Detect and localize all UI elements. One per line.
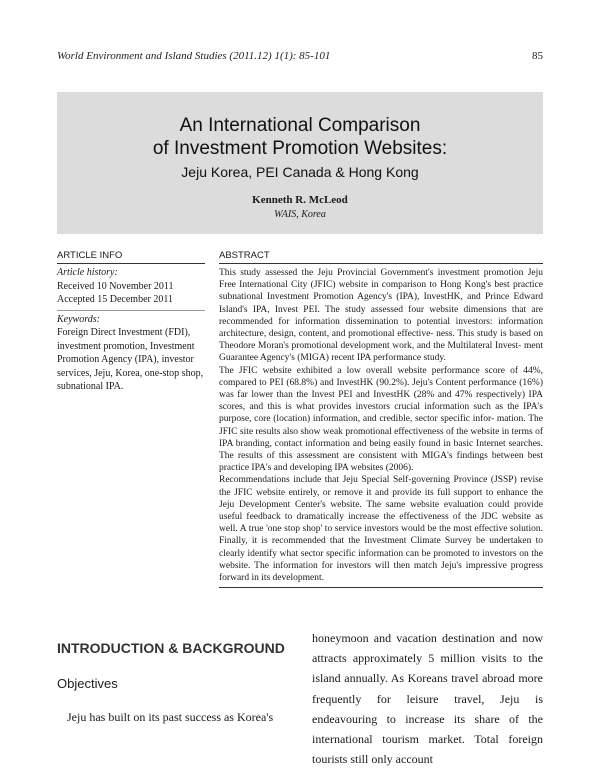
abstract-body	[219, 264, 543, 588]
keywords-label: Keywords:	[57, 313, 100, 325]
running-header	[57, 50, 543, 62]
article-history	[57, 264, 205, 311]
body-text-right-column: honeymoon and vacation destination and now attracts approximately 5 million visits to the island annually. As Koreans travel abroad more frequently for leisure travel, Jeju is endeavouring to increase its share of the international tourism market. Total foreign tourists still only account	[312, 631, 543, 767]
abstract-paragraph-2: The JFIC website exhibited a low overall website performance score of 44%, compared to PEI (68.8%) and InvestHK (90.2%). Jeju's Content performance (16%) was far lower than the Invest PEI and InvestHK (28% and 47% respectively) IPA scores, and this is what provides investors crucial information such as the IPA's purpose, core (location) information, and credible, sector specific infor- mation. The JFIC site results also show weak promotional effectiveness of the website in terms of IPA branding, contact information and being easily found in basic Internet searches. The results of this assessment are consistent with MIGA's findings between best practice IPA's and developing IPA websites (2006).	[219, 365, 543, 474]
abstract-paragraph-1: This study assessed the Jeju Provincial Government's investment promotion Jeju Free International City (JFIC) website in comparison to Hong Kong's best practice subnational Investment Promotion Agency's (IPA), InvestHK, and Prince Edward Island's IPA, Invest PEI. The study assessed four website dimensions that are recommended for information dissemination to potential investors: information architecture, design, content, and promotional effective- ness. This study is based on Theodore Moran's promotional development work, and the Multilateral Invest- ment Guarantee Agency's (MIGA) recent IPA performance study.	[219, 268, 543, 364]
article-info-panel	[57, 250, 205, 394]
article-title-line-2: of Investment Promotion Websites:	[152, 138, 448, 159]
abstract-paragraph-3: Recommendations include that Jeju Special Self-governing Province (JSSP) revise the JFIC website entirely, or remove it and provide its full support to enhance the Jeju Development Center's website. The same website evaluation could provide useful feedback to dramatically increase the effectiveness of the JDC website as well. A true 'one stop shop' to service investors would be the most effective solution. Finally, it is recommended that the Investment Climate Survey be undertaken to clearly identify what sector specific information can be promoted to investors on the website. The information for investors will then match Jeju's impressive progress forward in its development.	[219, 475, 543, 584]
history-label: Article history:	[57, 267, 118, 278]
accepted-date: Accepted 15 December 2011	[57, 294, 173, 305]
author-name: Kenneth R. McLeod	[252, 194, 348, 206]
subsection-heading: Objectives	[57, 676, 118, 691]
page-number: 85	[532, 50, 543, 62]
received-date: Received 10 November 2011	[57, 280, 174, 292]
article-info-label: ARTICLE INFO	[57, 250, 205, 264]
author-affiliation: WAIS, Korea	[274, 209, 326, 220]
title-block	[57, 92, 543, 234]
abstract-label: ABSTRACT	[219, 250, 543, 264]
keywords-block	[57, 311, 205, 394]
journal-citation: World Environment and Island Studies (2011.12) 1(1): 85-101	[57, 50, 331, 62]
article-subtitle: Jeju Korea, PEI Canada & Hong Kong	[181, 164, 419, 180]
abstract-panel	[219, 250, 543, 588]
body-text-left-column: Jeju has built on its past success as Korea's	[67, 710, 274, 724]
keywords-text: Foreign Direct Investment (FDI), investment promotion, Investment Promotion Agency (IPA), investor services, Jeju, Korea, one-stop shop, subnational IPA.	[57, 327, 204, 392]
article-title-line-1: An International Comparison	[179, 115, 421, 136]
section-heading: INTRODUCTION & BACKGROUND	[57, 640, 285, 656]
